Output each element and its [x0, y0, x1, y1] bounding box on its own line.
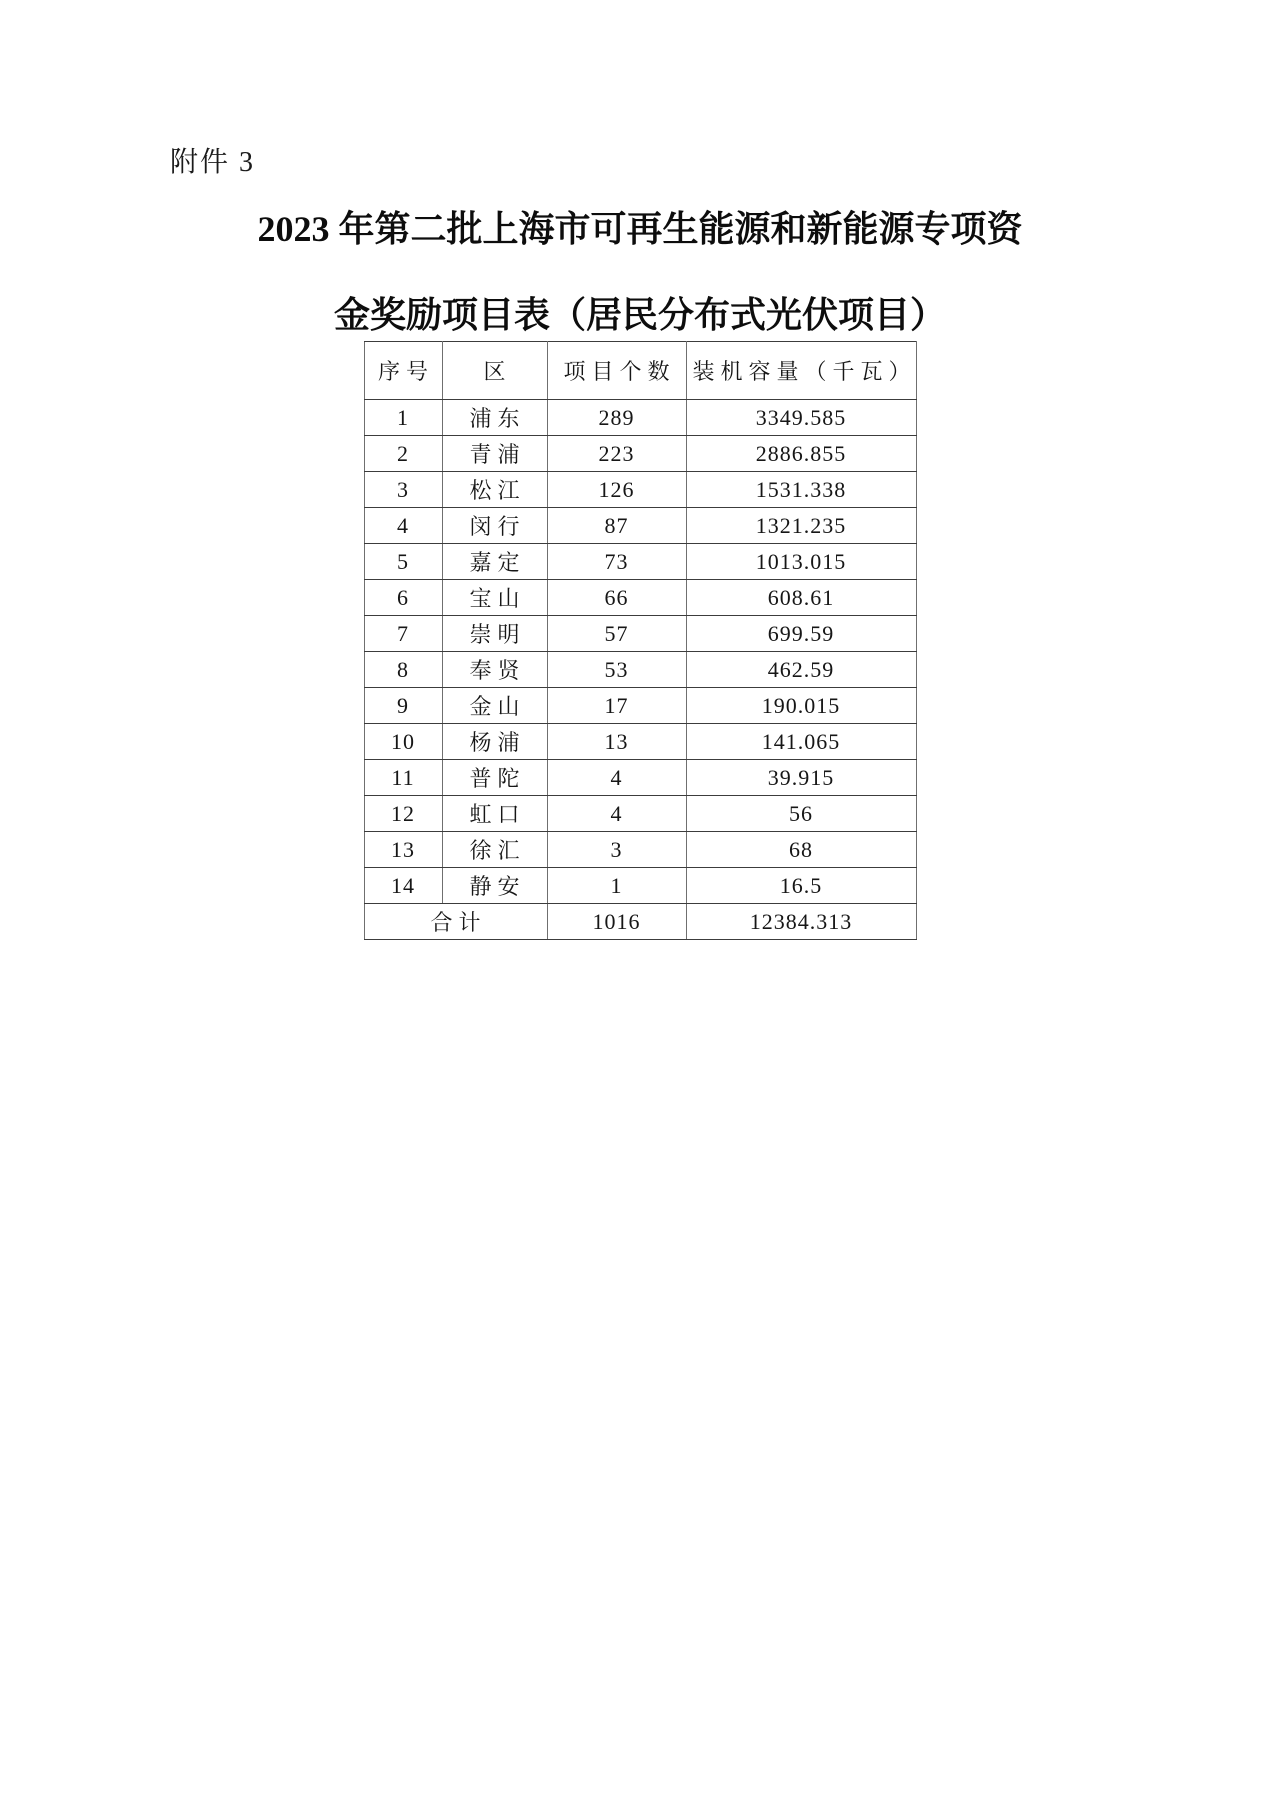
table-row: [364, 652, 916, 688]
cell-index: 3: [364, 472, 442, 508]
cell-district: 闵行: [442, 508, 547, 544]
cell-project-count: 17: [547, 688, 686, 724]
cell-project-count: 126: [547, 472, 686, 508]
cell-capacity: 3349.585: [686, 400, 916, 436]
cell-index: 9: [364, 688, 442, 724]
total-label: 合计: [364, 904, 547, 940]
cell-project-count: 289: [547, 400, 686, 436]
header-cell-index: 序号: [364, 342, 442, 400]
cell-index: 11: [364, 760, 442, 796]
cell-capacity: 699.59: [686, 616, 916, 652]
title-line-1: 2023 年第二批上海市可再生能源和新能源专项资: [257, 209, 1023, 249]
cell-index: 10: [364, 724, 442, 760]
cell-capacity: 56: [686, 796, 916, 832]
table-row: [364, 688, 916, 724]
document-title: [0, 186, 1280, 358]
table-row: [364, 868, 916, 904]
cell-district: 青浦: [442, 436, 547, 472]
table-row: [364, 796, 916, 832]
cell-index: 2: [364, 436, 442, 472]
table-row: [364, 508, 916, 544]
table-row: [364, 832, 916, 868]
table-row: [364, 724, 916, 760]
table-header-row: [364, 342, 916, 400]
cell-district: 嘉定: [442, 544, 547, 580]
table-row: [364, 436, 916, 472]
cell-capacity: 608.61: [686, 580, 916, 616]
cell-project-count: 4: [547, 760, 686, 796]
table-body: [364, 400, 916, 904]
cell-project-count: 73: [547, 544, 686, 580]
table-row: [364, 400, 916, 436]
cell-district: 金山: [442, 688, 547, 724]
attachment-label: 附件 3: [170, 147, 256, 178]
cell-capacity: 39.915: [686, 760, 916, 796]
cell-project-count: 4: [547, 796, 686, 832]
cell-index: 6: [364, 580, 442, 616]
cell-project-count: 87: [547, 508, 686, 544]
table-row: [364, 544, 916, 580]
cell-district: 宝山: [442, 580, 547, 616]
cell-index: 13: [364, 832, 442, 868]
table-row: [364, 760, 916, 796]
cell-project-count: 1: [547, 868, 686, 904]
cell-capacity: 1531.338: [686, 472, 916, 508]
cell-district: 杨浦: [442, 724, 547, 760]
cell-index: 12: [364, 796, 442, 832]
total-row: [364, 904, 916, 940]
cell-project-count: 13: [547, 724, 686, 760]
total-capacity: 12384.313: [686, 904, 916, 940]
cell-index: 1: [364, 400, 442, 436]
table-container: [0, 341, 1280, 940]
cell-capacity: 16.5: [686, 868, 916, 904]
cell-capacity: 2886.855: [686, 436, 916, 472]
table-row: [364, 616, 916, 652]
cell-capacity: 68: [686, 832, 916, 868]
cell-district: 奉贤: [442, 652, 547, 688]
cell-capacity: 1013.015: [686, 544, 916, 580]
cell-project-count: 57: [547, 616, 686, 652]
cell-project-count: 53: [547, 652, 686, 688]
cell-capacity: 1321.235: [686, 508, 916, 544]
cell-district: 静安: [442, 868, 547, 904]
cell-index: 7: [364, 616, 442, 652]
cell-district: 普陀: [442, 760, 547, 796]
header-cell-capacity: 装机容量（千瓦）: [686, 342, 916, 400]
cell-capacity: 190.015: [686, 688, 916, 724]
cell-capacity: 462.59: [686, 652, 916, 688]
cell-index: 4: [364, 508, 442, 544]
cell-district: 徐汇: [442, 832, 547, 868]
title-line-2: 金奖励项目表（居民分布式光伏项目）: [333, 295, 946, 335]
cell-district: 浦东: [442, 400, 547, 436]
cell-project-count: 223: [547, 436, 686, 472]
total-projects: 1016: [547, 904, 686, 940]
cell-project-count: 66: [547, 580, 686, 616]
header-cell-district: 区: [442, 342, 547, 400]
cell-index: 5: [364, 544, 442, 580]
table-row: [364, 580, 916, 616]
cell-district: 崇明: [442, 616, 547, 652]
cell-capacity: 141.065: [686, 724, 916, 760]
cell-project-count: 3: [547, 832, 686, 868]
cell-index: 14: [364, 868, 442, 904]
awards-table: [364, 341, 917, 940]
cell-district: 松江: [442, 472, 547, 508]
cell-index: 8: [364, 652, 442, 688]
table-row: [364, 472, 916, 508]
header-cell-projects: 项目个数: [547, 342, 686, 400]
cell-district: 虹口: [442, 796, 547, 832]
